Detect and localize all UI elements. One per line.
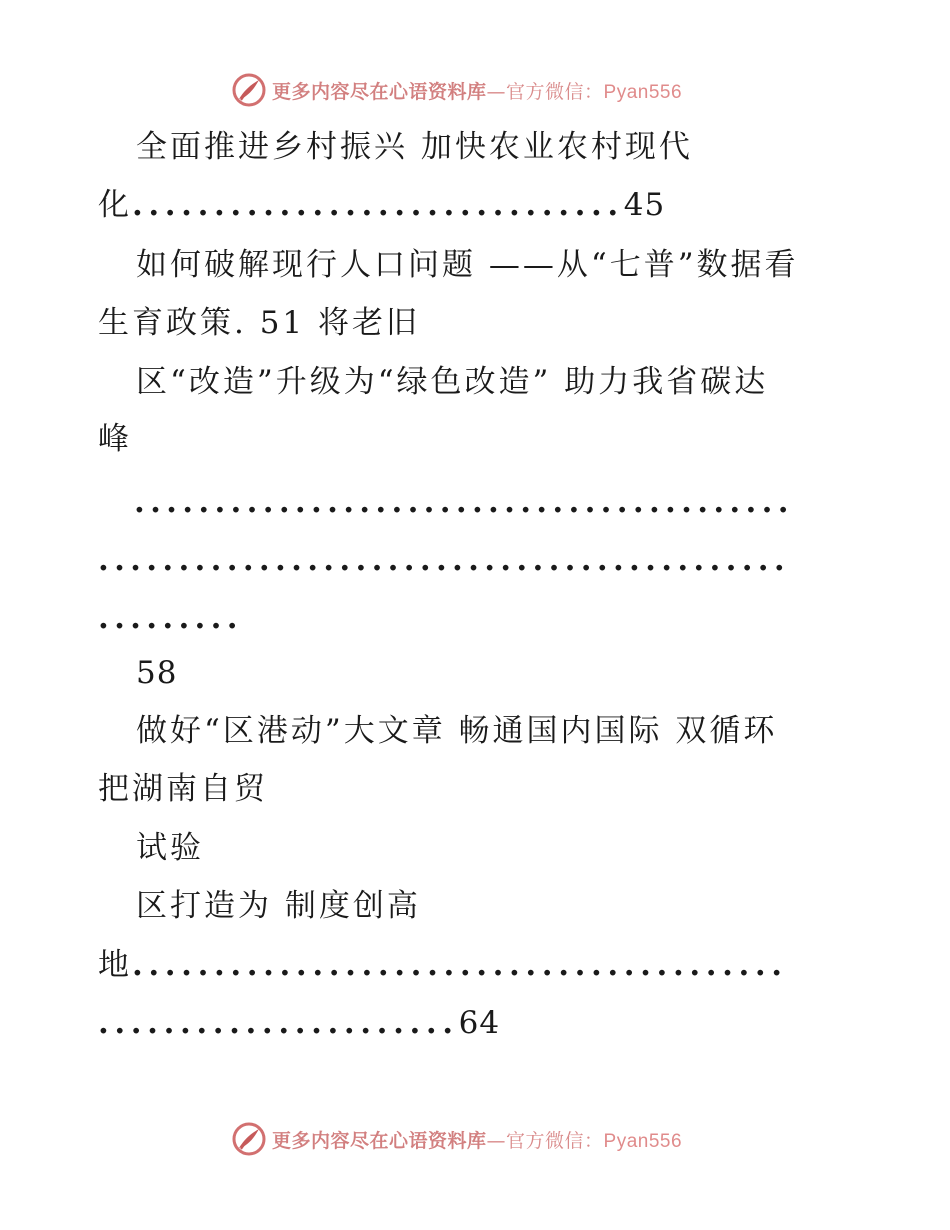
toc-leader-dots: ...................... (98, 1005, 459, 1041)
toc-page-number: 45 (623, 187, 666, 223)
quill-logo-icon (232, 1122, 266, 1156)
toc-line-4: 生育政策. 51 将老旧 (98, 305, 421, 341)
watermark-banner-top (232, 72, 682, 108)
toc-leader-dots: ........................................ (132, 947, 788, 983)
watermark-banner-bottom (232, 1121, 682, 1157)
quill-logo-icon (232, 73, 266, 107)
toc-line-6: 峰 (98, 421, 132, 457)
watermark-dash: — (486, 80, 507, 103)
toc-leader-dots-2: ........................................... (98, 542, 790, 578)
toc-line-14: 区打造为 制度创高 (136, 888, 421, 924)
watermark-text (272, 1126, 682, 1153)
toc-line-15 (98, 945, 788, 985)
watermark-official: 官方微信： (506, 1129, 604, 1152)
toc-line-2 (98, 185, 665, 225)
watermark-dash: — (486, 1129, 507, 1152)
toc-line-1: 全面推进乡村振兴 加快农业农村现代 (136, 129, 693, 165)
watermark-wechat-id: Pyan556 (603, 1130, 683, 1152)
toc-page-number-58: 58 (136, 655, 178, 691)
toc-line-13: 试验 (136, 830, 204, 866)
watermark-main: 更多内容尽在心语资料库 (272, 1129, 487, 1152)
toc-line-12: 把湖南自贸 (98, 771, 268, 807)
toc-leader-dots-3: ......... (98, 600, 243, 636)
toc-line-5: 区“改造”升级为“绿色改造” 助力我省碳达 (136, 364, 769, 400)
toc-leader-dots: .............................. (132, 187, 624, 223)
toc-page-number: 64 (458, 1005, 501, 1041)
toc-line-16 (98, 1003, 500, 1043)
watermark-wechat-id: Pyan556 (603, 81, 683, 103)
toc-leader-dots-1: ......................................... (134, 484, 794, 520)
watermark-text (272, 77, 682, 104)
watermark-official: 官方微信： (506, 80, 604, 103)
toc-line-3: 如何破解现行人口问题 ——从“七普”数据看 (136, 247, 799, 283)
toc-entry-text: 地 (98, 947, 132, 983)
toc-line-11: 做好“区港动”大文章 畅通国内国际 双循环 (136, 713, 778, 749)
toc-entry-text: 化 (98, 187, 132, 223)
watermark-main: 更多内容尽在心语资料库 (272, 80, 487, 103)
